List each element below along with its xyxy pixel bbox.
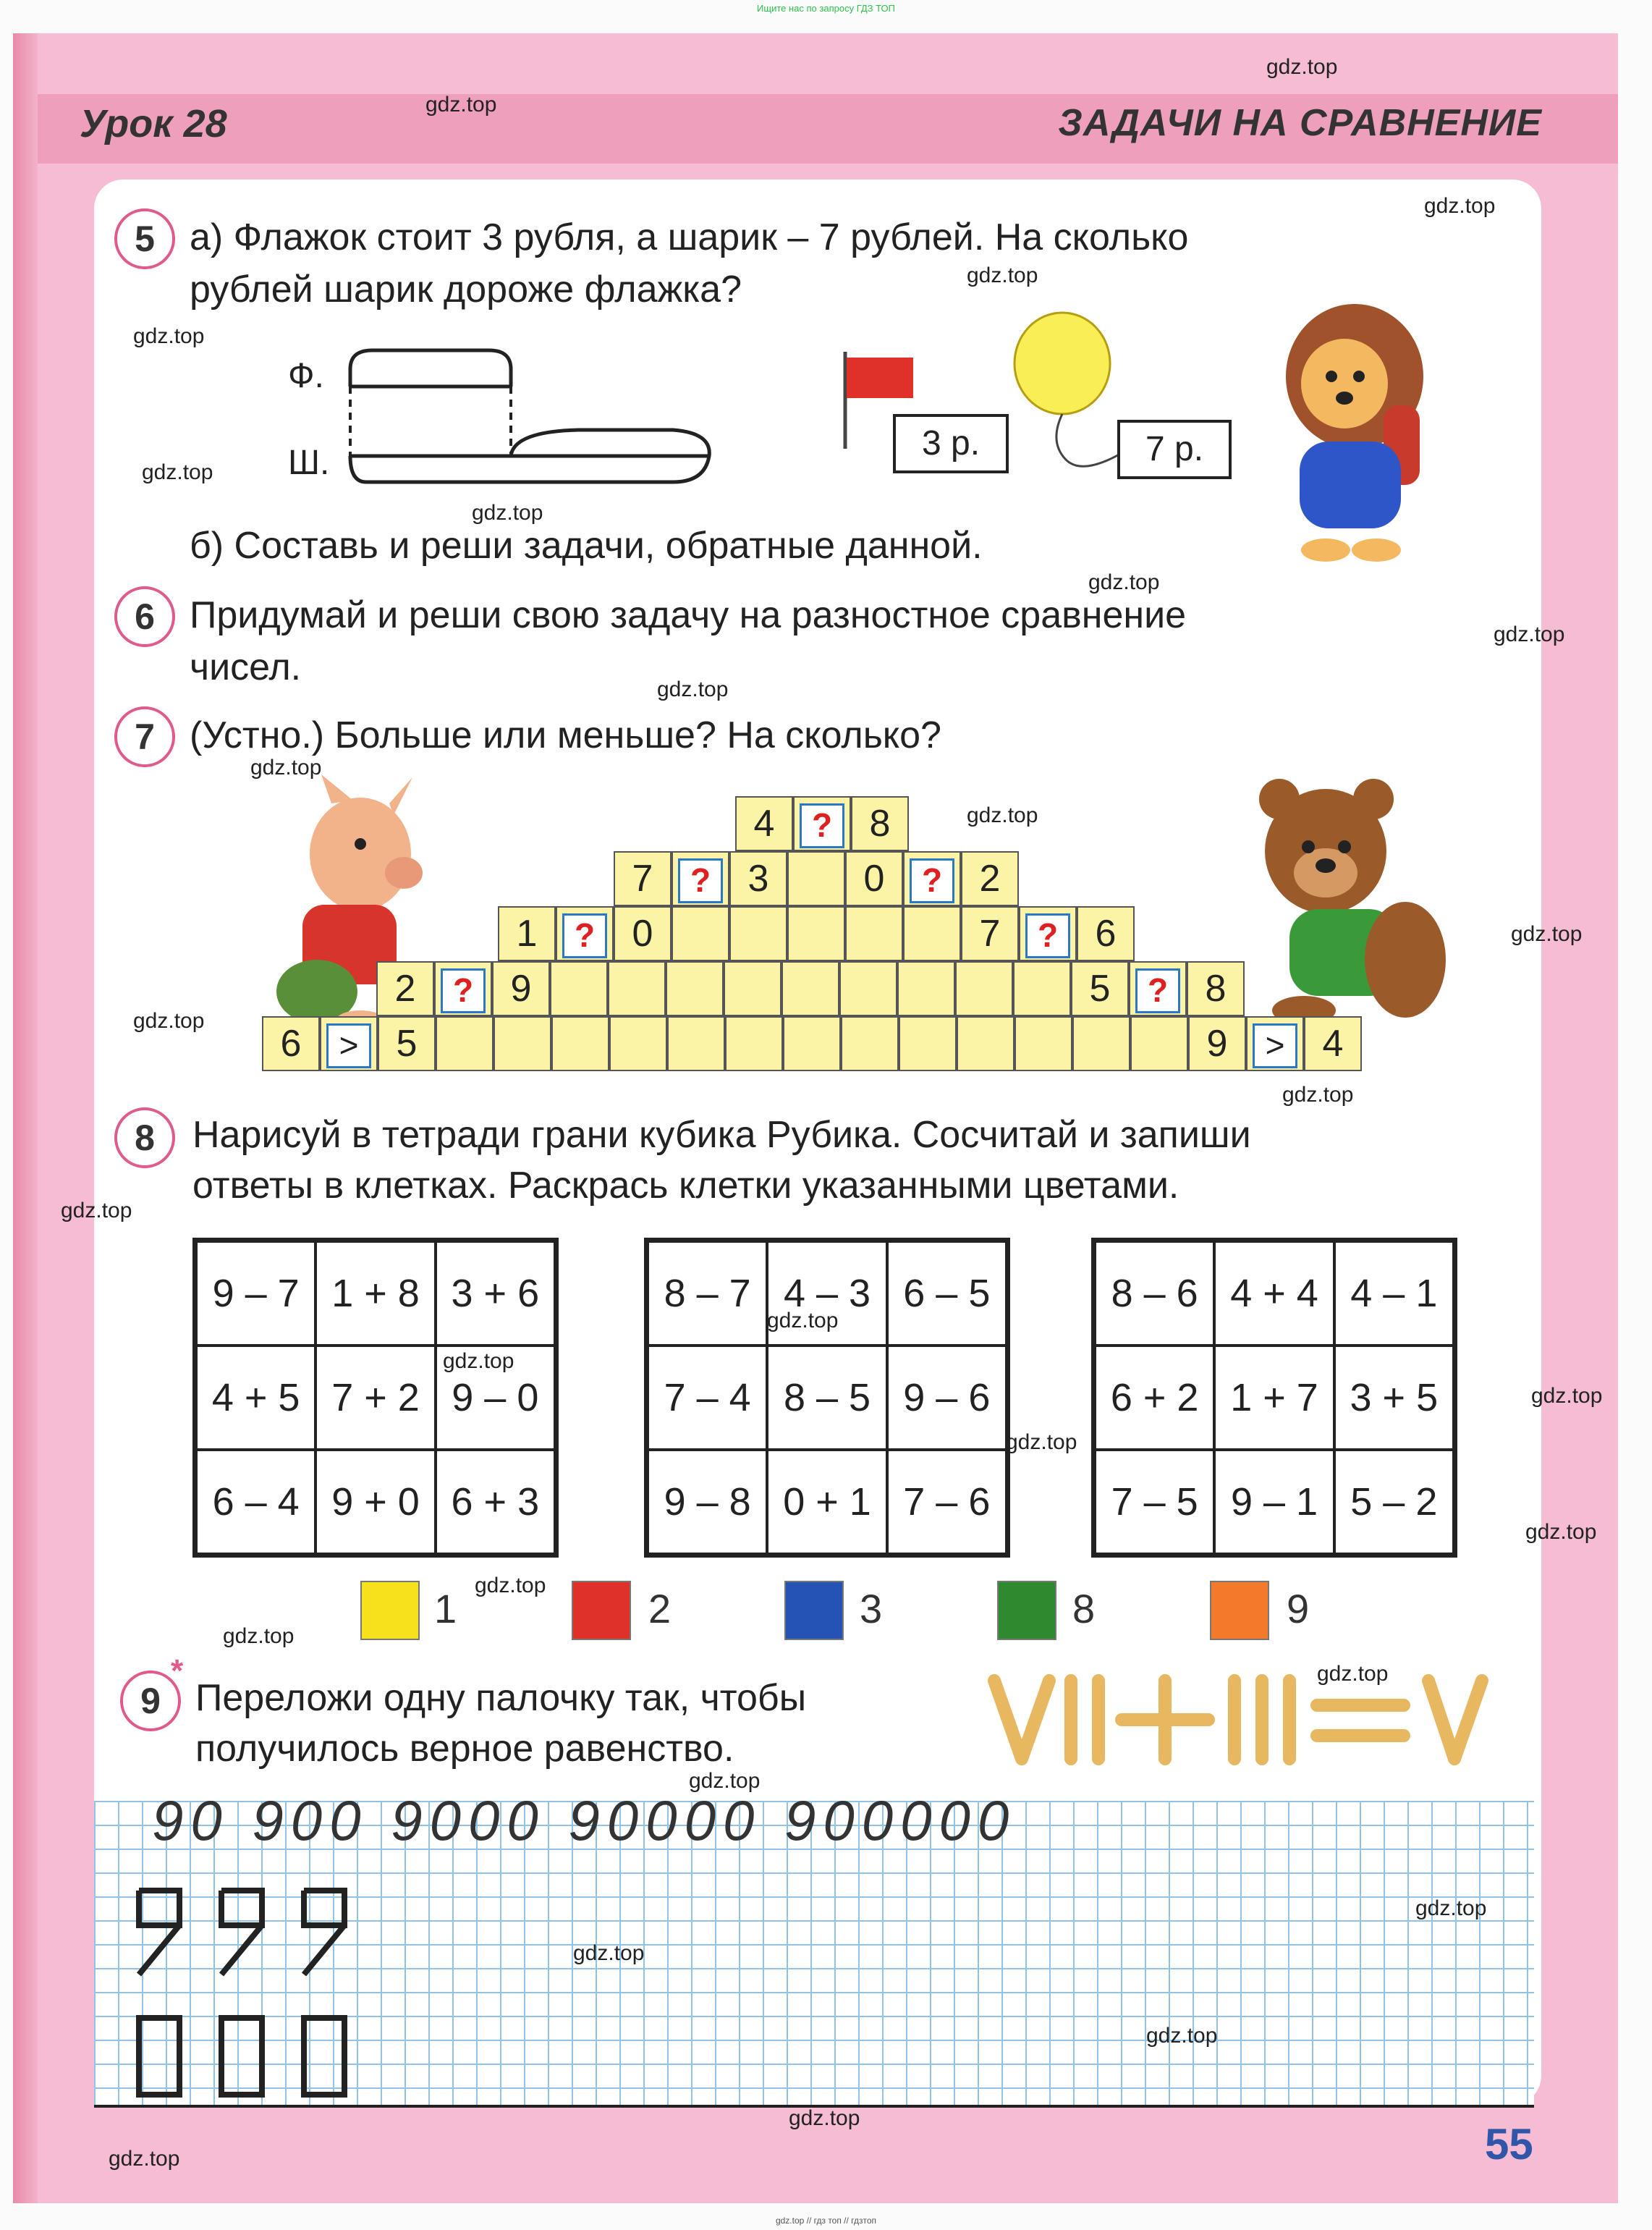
pyramid-cell [781, 961, 839, 1016]
watermark: gdz.top [1282, 1083, 1354, 1107]
watermark: gdz.top [967, 263, 1038, 287]
watermark: gdz.top [1511, 922, 1583, 946]
task9-line1: Переложи одну палочку так, чтобы [195, 1677, 807, 1719]
watermark: gdz.top [1088, 570, 1160, 594]
watermark: gdz.top [767, 1309, 839, 1332]
watermark: gdz.top [657, 677, 729, 701]
pyramid-cell [672, 906, 729, 961]
task6-line1: Придумай и реши свою задачу на разностное сравнение [190, 594, 1187, 636]
pyramid-sign-cell[interactable] [556, 906, 614, 961]
pyramid-cell [550, 961, 608, 1016]
task7-text: (Устно.) Больше или меньше? На сколько? [190, 714, 941, 756]
pyramid-cell [897, 961, 955, 1016]
task8-line2: ответы в клетках. Раскрась клетки указанными цветами. [192, 1165, 1179, 1207]
pyramid-cell [783, 1016, 841, 1071]
watermark: gdz.top [1424, 194, 1496, 218]
grid-cell[interactable]: 0 + 1 [767, 1450, 886, 1554]
pyramid-sign-cell[interactable] [903, 851, 961, 906]
matchstick-equation [984, 1669, 1505, 1770]
grid-cell[interactable]: 4 + 4 [1214, 1241, 1334, 1346]
pyramid-cell: 8 [851, 796, 909, 851]
watermark: gdz.top [142, 460, 213, 484]
compare-sign: > [1253, 1023, 1297, 1068]
task8-line1: Нарисуй в тетради грани кубика Рубика. Сосчитай и запиши [192, 1114, 1251, 1156]
price-balloon: 7 р. [1117, 420, 1232, 479]
grid-cell[interactable]: 8 – 7 [648, 1241, 767, 1346]
pyramid-cell [787, 906, 845, 961]
pyramid-sign-cell[interactable] [1019, 906, 1077, 961]
watermark: gdz.top [1525, 1520, 1597, 1544]
pyramid-cell [494, 1016, 551, 1071]
segment-diagram [340, 340, 731, 499]
pyramid-cell [725, 1016, 783, 1071]
pyramid-cell [787, 851, 845, 906]
watermark: gdz.top [1266, 55, 1338, 79]
pyramid-cell: 0 [845, 851, 903, 906]
watermark: gdz.top [109, 2147, 180, 2171]
pyramid-cell: 6 [262, 1016, 320, 1071]
task-number-7: 7 [114, 706, 175, 767]
grid-cell[interactable]: 6 + 2 [1095, 1346, 1214, 1450]
bear-icon [1239, 772, 1449, 1039]
page-number: 55 [1485, 2120, 1533, 2168]
pyramid-sign-cell[interactable] [1246, 1016, 1304, 1071]
pyramid-cell [957, 1016, 1015, 1071]
pyramid-cell [1015, 1016, 1072, 1071]
grid-cell[interactable]: 4 – 1 [1334, 1241, 1454, 1346]
grid-cell[interactable]: 6 – 4 [196, 1450, 315, 1554]
grid-cell[interactable]: 7 – 5 [1095, 1450, 1214, 1554]
compare-sign: ? [562, 913, 607, 958]
grid-cell[interactable]: 9 – 6 [887, 1346, 1007, 1450]
pyramid-sign-cell[interactable] [320, 1016, 378, 1071]
watermark: gdz.top [61, 1199, 132, 1222]
color-swatch-green [997, 1581, 1056, 1640]
task5-line2: рублей шарик дороже флажка? [190, 269, 742, 311]
task6-line2: чисел. [190, 646, 302, 688]
legend-label: 3 [860, 1586, 883, 1631]
pyramid-cell [845, 906, 903, 961]
color-swatch-blue [784, 1581, 844, 1640]
hedgehog-icon [1275, 297, 1434, 565]
grid-cell[interactable]: 9 – 7 [196, 1241, 315, 1346]
watermark: gdz.top [250, 756, 322, 780]
topic-title: ЗАДАЧИ НА СРАВНЕНИЕ [1058, 102, 1542, 144]
task-number-8: 8 [114, 1107, 175, 1168]
watermark: gdz.top [1494, 622, 1565, 646]
grid-cell[interactable]: 5 – 2 [1334, 1450, 1454, 1554]
grid-cell[interactable]: 1 + 7 [1214, 1346, 1334, 1450]
color-swatch-yellow [360, 1581, 420, 1640]
watermark: gdz.top [1317, 1662, 1389, 1686]
task5-line1: а) Флажок стоит 3 рубля, а шарик – 7 рублей. На сколько [190, 216, 1189, 258]
watermark: gdz.top [475, 1574, 546, 1597]
rubik-grid-3 [1091, 1238, 1457, 1558]
grid-cell[interactable]: 7 – 6 [887, 1450, 1007, 1554]
pyramid-cell: 4 [735, 796, 793, 851]
watermark: gdz.top [1146, 2024, 1218, 2048]
compare-sign: ? [678, 858, 723, 903]
label-f: Ф. [288, 357, 324, 395]
legend-label: 2 [648, 1586, 672, 1631]
compare-sign: ? [910, 858, 954, 903]
difficulty-star-icon: * [171, 1653, 184, 1689]
grid-cell[interactable]: 7 – 4 [648, 1346, 767, 1450]
copybook-numbers: 90 900 9000 90000 900000 [152, 1788, 1017, 1852]
pyramid-cell [436, 1016, 494, 1071]
watermark: gdz.top [789, 2106, 860, 2130]
pyramid-cell [667, 1016, 725, 1071]
pyramid-cell [608, 961, 666, 1016]
grid-cell[interactable]: 9 + 0 [315, 1450, 435, 1554]
pyramid-cell [1072, 1016, 1130, 1071]
pyramid-sign-cell[interactable] [793, 796, 851, 851]
pyramid-cell [1130, 1016, 1188, 1071]
watermark: gdz.top [472, 501, 543, 525]
page-spine [13, 33, 38, 2203]
footer-note: gdz.top // гдз топ // гдзтоп [775, 2216, 877, 2226]
pyramid-cell: 9 [492, 961, 550, 1016]
pyramid-cell [955, 961, 1013, 1016]
compare-sign: ? [1025, 913, 1070, 958]
watermark: gdz.top [425, 93, 497, 117]
color-swatch-red [572, 1581, 631, 1640]
watermark: gdz.top [1006, 1430, 1077, 1454]
rubik-grid-1 [192, 1238, 559, 1558]
grid-cell[interactable]: 6 + 3 [436, 1450, 555, 1554]
pyramid-cell: 7 [614, 851, 672, 906]
pyramid-cell: 4 [1304, 1016, 1362, 1071]
task9-line2: получилось верное равенство. [195, 1728, 734, 1770]
watermark: gdz.top [689, 1769, 761, 1793]
grid-cell[interactable]: 3 + 5 [1334, 1346, 1454, 1450]
pyramid-cell: 5 [378, 1016, 436, 1071]
pyramid-cell: 7 [961, 906, 1019, 961]
site-note: Ищите нас по запросу ГДЗ ТОП [757, 3, 895, 14]
grid-cell[interactable]: 6 – 5 [887, 1241, 1007, 1346]
watermark: gdz.top [133, 324, 205, 348]
label-sh: Ш. [288, 444, 330, 482]
pyramid-cell [899, 1016, 957, 1071]
task5-part-b: б) Составь и реши задачи, обратные данной. [190, 525, 983, 567]
pyramid-cell: 2 [376, 961, 434, 1016]
compare-sign: ? [800, 803, 844, 848]
watermark: gdz.top [573, 1941, 645, 1965]
pyramid-cell: 1 [498, 906, 556, 961]
pyramid-cell: 8 [1187, 961, 1245, 1016]
compare-sign: ? [1135, 968, 1180, 1013]
pyramid-cell: 9 [1188, 1016, 1246, 1071]
rubik-grid-2 [644, 1238, 1010, 1558]
pyramid-cell: 0 [614, 906, 672, 961]
pyramid-cell [609, 1016, 667, 1071]
compare-sign: ? [441, 968, 486, 1013]
pyramid-sign-cell[interactable] [1129, 961, 1187, 1016]
watermark: gdz.top [223, 1624, 295, 1648]
grid-cell[interactable]: 8 – 5 [767, 1346, 886, 1450]
pyramid-cell [551, 1016, 609, 1071]
digit-nine-template [135, 1885, 366, 2102]
pyramid-sign-cell[interactable] [434, 961, 492, 1016]
pyramid-cell [839, 961, 897, 1016]
grid-cell[interactable]: 9 – 1 [1214, 1450, 1334, 1554]
pyramid-sign-cell[interactable] [672, 851, 729, 906]
pyramid-cell: 2 [961, 851, 1019, 906]
pyramid-cell [841, 1016, 899, 1071]
legend-label: 9 [1287, 1586, 1310, 1631]
color-swatch-orange [1210, 1581, 1269, 1640]
lesson-title: Урок 28 [80, 102, 227, 145]
task-number-5: 5 [114, 208, 175, 269]
grid-cell[interactable]: 9 – 8 [648, 1450, 767, 1554]
grid-cell[interactable]: 1 + 8 [315, 1241, 435, 1346]
pyramid-cell: 6 [1077, 906, 1135, 961]
grid-cell[interactable]: 9 – 0 [436, 1346, 555, 1450]
task-number-9: 9 [120, 1671, 181, 1731]
watermark: gdz.top [443, 1349, 514, 1373]
pyramid-cell [1013, 961, 1071, 1016]
compare-sign: > [326, 1023, 371, 1068]
watermark: gdz.top [1531, 1384, 1603, 1408]
pyramid-cell: 5 [1071, 961, 1129, 1016]
grid-cell[interactable]: 7 + 2 [315, 1346, 435, 1450]
watermark: gdz.top [967, 803, 1038, 827]
price-flag: 3 р. [893, 414, 1009, 473]
pyramid-cell [729, 906, 787, 961]
pyramid-cell: 3 [729, 851, 787, 906]
pyramid-cell [903, 906, 961, 961]
pyramid-cell [666, 961, 724, 1016]
legend-label: 1 [434, 1586, 457, 1631]
pyramid-cell [724, 961, 781, 1016]
task-number-6: 6 [114, 586, 175, 647]
grid-cell[interactable]: 4 – 3 [767, 1241, 886, 1346]
watermark: gdz.top [133, 1009, 205, 1033]
grid-cell[interactable]: 8 – 6 [1095, 1241, 1214, 1346]
grid-cell[interactable]: 3 + 6 [436, 1241, 555, 1346]
legend-label: 8 [1072, 1586, 1096, 1631]
watermark: gdz.top [1415, 1896, 1487, 1920]
grid-cell[interactable]: 4 + 5 [196, 1346, 315, 1450]
